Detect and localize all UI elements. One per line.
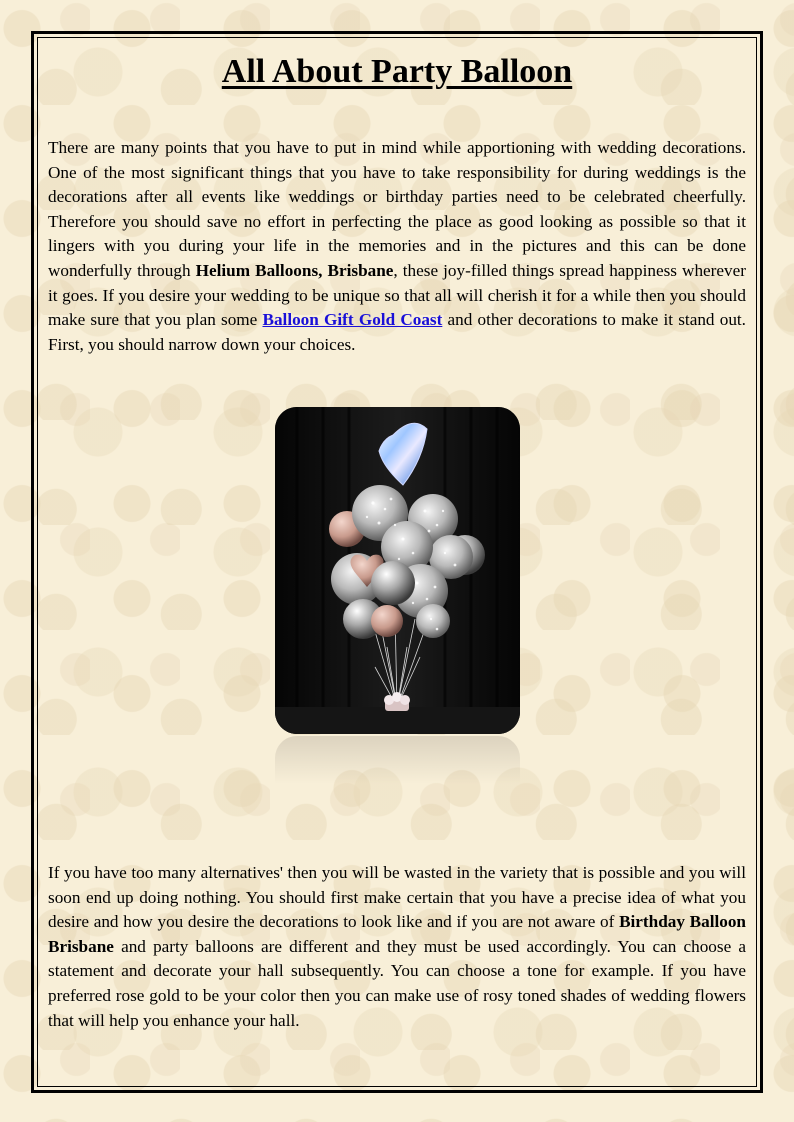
helium-balloons-brisbane-bold: Helium Balloons, Brisbane (195, 260, 394, 280)
paragraph-alternatives-text-2: and party balloons are different and they must be used accordingly. You can choose a statement and decorate your hall subsequently. You can choose a tone for example. If you have preferred rose gold to be your color then you can make use of rosy toned shades of wedding flowers that will help you enhance your hall. (48, 936, 746, 1030)
page-title: All About Party Balloon (221, 53, 573, 90)
balloon-gift-gold-coast-link[interactable]: Balloon Gift Gold Coast (262, 310, 443, 330)
paragraph-alternatives-text-1: If you have too many alternatives' then you will be wasted in the variety that is possible and you will soon end up doing nothing. You should first make certain that you have a precise idea of what you desire and how you desire the decorations to look like and if you are not aware of (48, 863, 746, 932)
paragraph-intro-text-2: , these joy-filled things spread happiness wherever it goes. If you desire your wedding to be unique so that all will cherish it for a while then you should make sure that you plan some (48, 260, 746, 330)
paragraph-intro (48, 136, 746, 357)
paragraph-intro-text-1: There are many points that you have to put in mind while apportioning with wedding decorations. One of the most significant things that you have to take responsibility for during weddings is the decorations after all events like weddings or birthday parties need to be celebrated cheerfully. Therefore you should save no effort in perfecting the place as good looking as possible so that it lingers with you during your life in the memories and in the pictures and this can be done wonderfully through (48, 138, 746, 280)
photo-reflection (275, 736, 520, 784)
balloon-bouquet-photo (275, 407, 520, 734)
birthday-balloon-brisbane-bold: Birthday Balloon Brisbane (48, 912, 746, 956)
paragraph-alternatives (48, 861, 746, 1033)
paragraph-intro-text-3: and other decorations to make it stand out. First, you should narrow down your choices. (48, 310, 746, 354)
balloon-bouquet-illustration (275, 407, 520, 734)
floor (275, 707, 520, 734)
